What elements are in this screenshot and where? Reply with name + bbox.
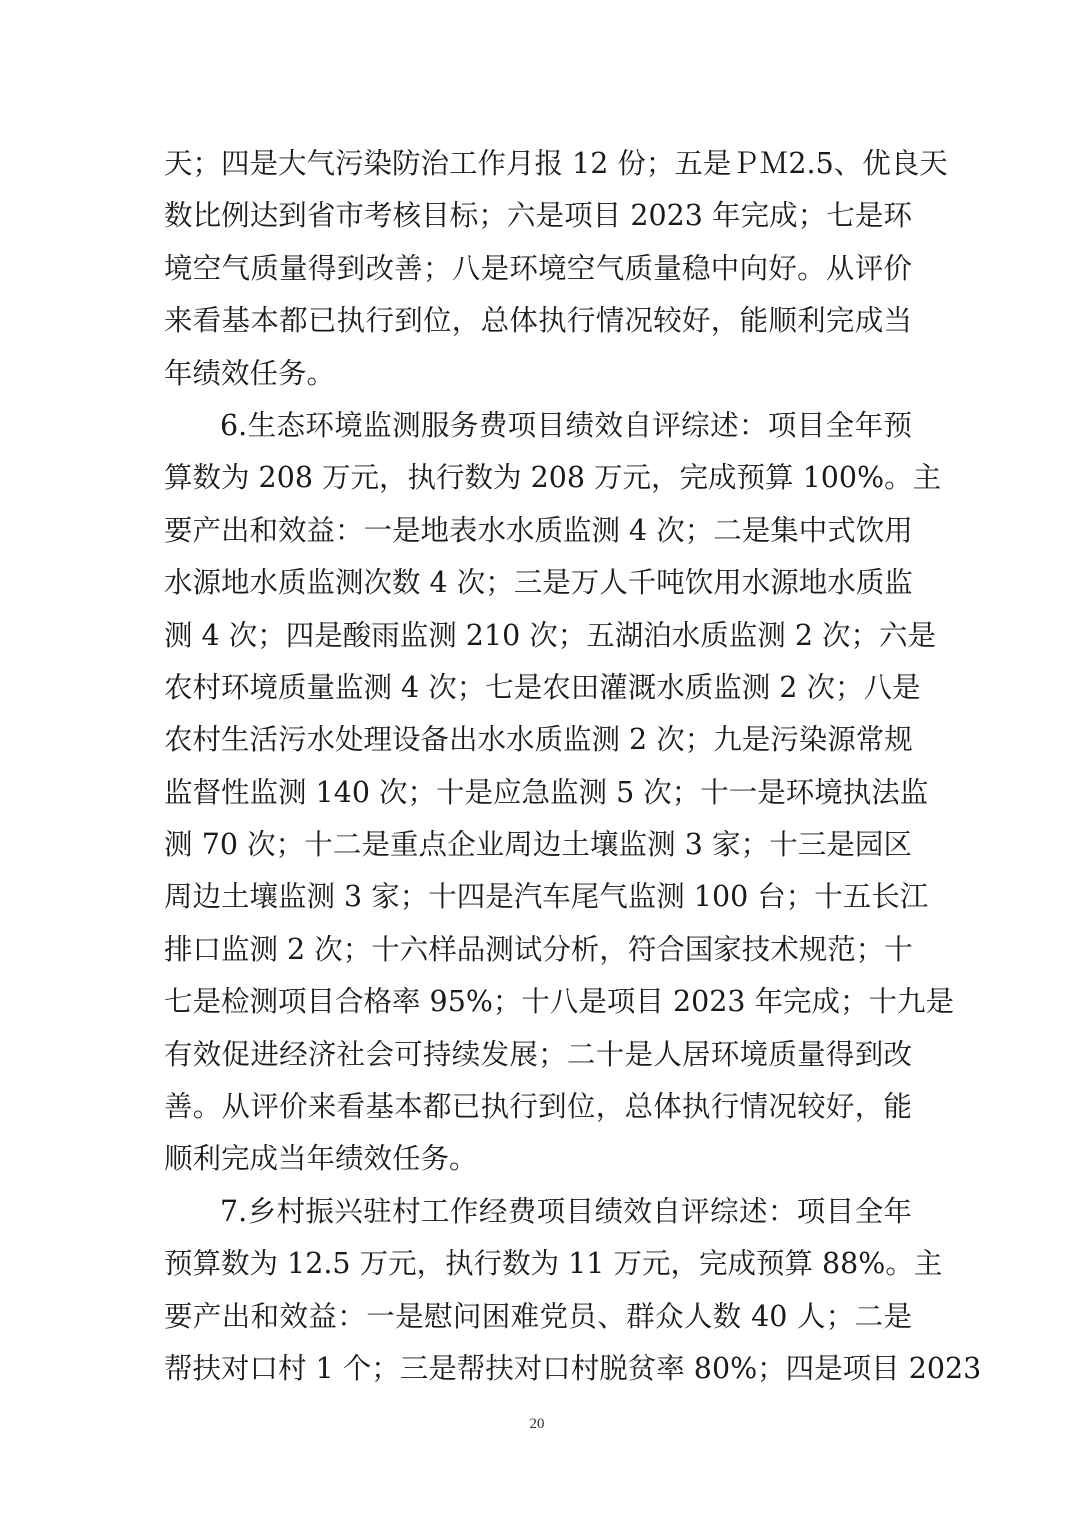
paragraph-eco-monitoring [164,400,955,1186]
paragraph-line: 来看基本都已执行到位，总体执行情况较好，能顺利完成当 [164,304,912,338]
page-number: 20 [529,1416,545,1432]
paragraph-line: 顺利完成当年绩效任务。 [164,1142,478,1176]
paragraph-line: 排口监测 2 次；十六样品测试分析，符合国家技术规范；十 [164,932,913,966]
paragraph-line: 算数为 208 万元，执行数为 208 万元，完成预算 100%。主 [164,461,942,495]
paragraph-line: 善。从评价来看基本都已执行到位，总体执行情况较好，能 [164,1090,912,1124]
paragraph-line: 农村生活污水处理设备出水水质监测 2 次；九是污染源常规 [164,723,913,757]
paragraph-line: 七是检测项目合格率 95%；十八是项目 2023 年完成；十九是 [164,985,955,1019]
paragraph-line: 周边土壤监测 3 家；十四是汽车尾气监测 100 台；十五长江 [164,880,929,914]
paragraph-line: 监督性监测 140 次；十是应急监测 5 次；十一是环境执法监 [164,775,929,809]
body-text [164,138,982,1395]
paragraph-line: 测 70 次；十二是重点企业周边土壤监测 3 家；十三是园区 [164,828,912,862]
paragraph-line: 帮扶对口村 1 个；三是帮扶对口村脱贫率 80%；四是项目 2023 [164,1351,982,1385]
paragraph-line: 天；四是大气污染防治工作月报 12 份；五是ＰＭ2.5、优良天 [164,147,948,180]
paragraph-line: 预算数为 12.5 万元，执行数为 11 万元，完成预算 88%。主 [164,1247,943,1281]
paragraph-line: 数比例达到省市考核目标；六是项目 2023 年完成；七是环 [164,199,912,233]
paragraph-line: 农村环境质量监测 4 次；七是农田灌溉水质监测 2 次；八是 [164,670,921,704]
paragraph-line: 水源地水质监测次数 4 次；三是万人千吨饮用水源地水质监 [164,566,913,600]
paragraph-line: 测 4 次；四是酸雨监测 210 次；五湖泊水质监测 2 次；六是 [164,618,937,652]
paragraph-line: 要产出和效益：一是地表水水质监测 4 次；二是集中式饮用 [164,513,913,547]
paragraph-line: 年绩效任务。 [164,356,336,390]
paragraph-air-pollution-continuation [164,138,948,400]
paragraph-line: 境空气质量得到改善；八是环境空气质量稳中向好。从评价 [164,251,912,285]
paragraph-rural-revitalization [164,1186,982,1396]
paragraph-line: 有效促进经济社会可持续发展；二十是人居环境质量得到改 [164,1037,912,1071]
paragraph-line: 7.乡村振兴驻村工作经费项目绩效自评综述：项目全年 [220,1194,912,1228]
paragraph-line: 要产出和效益：一是慰问困难党员、群众人数 40 人；二是 [164,1299,912,1333]
paragraph-line: 6.生态环境监测服务费项目绩效自评综述：项目全年预 [220,408,912,442]
